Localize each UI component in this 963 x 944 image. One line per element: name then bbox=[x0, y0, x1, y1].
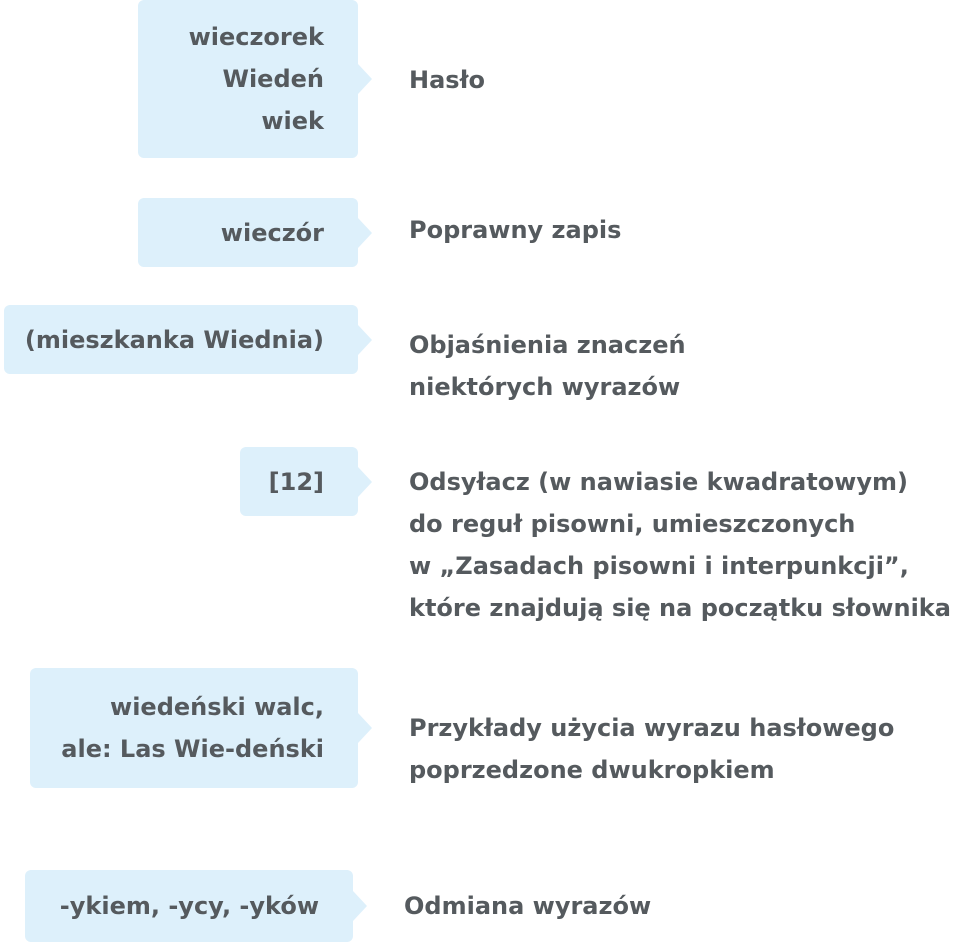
legend-description-headword bbox=[409, 59, 485, 101]
legend-tag-correct-spelling bbox=[138, 198, 358, 267]
description-text: Poprawny zapis bbox=[409, 216, 622, 244]
description-text: Odsyłacz (w nawiasie kwadratowym) bbox=[409, 468, 908, 496]
tag-text: wiek bbox=[261, 107, 324, 135]
legend-description-rule-reference bbox=[409, 461, 951, 629]
tag-text: wiedeński walc, bbox=[110, 693, 324, 721]
legend-description-correct-spelling bbox=[409, 209, 621, 251]
description-text: Przykłady użycia wyrazu hasłowego bbox=[409, 714, 895, 742]
tag-text: wieczór bbox=[220, 218, 324, 247]
legend-tag-usage-examples bbox=[30, 668, 358, 788]
tag-text: -ykiem, -ycy, -yków bbox=[59, 892, 319, 920]
legend-tag-headword bbox=[138, 0, 358, 158]
description-text: niektórych wyrazów bbox=[409, 373, 681, 401]
description-text: które znajdują się na początku słownika bbox=[409, 594, 951, 622]
description-text: poprzedzone dwukropkiem bbox=[409, 756, 775, 784]
legend-description-inflection bbox=[404, 885, 651, 927]
tag-text: ale: Las Wie-deński bbox=[61, 735, 324, 763]
tag-text: wieczorek bbox=[188, 23, 324, 51]
legend-tag-inflection bbox=[25, 870, 353, 942]
description-text: w „Zasadach pisowni i interpunkcji”, bbox=[409, 552, 909, 580]
legend-description-usage-examples bbox=[409, 707, 894, 791]
description-text: Objaśnienia znaczeń bbox=[409, 331, 686, 359]
description-text: Hasło bbox=[409, 66, 485, 94]
description-text: Odmiana wyrazów bbox=[404, 892, 652, 920]
legend-tag-rule-reference bbox=[240, 447, 358, 516]
legend-tag-meaning-explanation bbox=[4, 305, 358, 374]
tag-text: [12] bbox=[268, 467, 324, 496]
tag-text: Wiedeń bbox=[222, 65, 324, 93]
tag-text: (mieszkanka Wiednia) bbox=[24, 325, 324, 354]
description-text: do reguł pisowni, umieszczonych bbox=[409, 510, 856, 538]
legend-description-meaning-explanation bbox=[409, 324, 686, 408]
